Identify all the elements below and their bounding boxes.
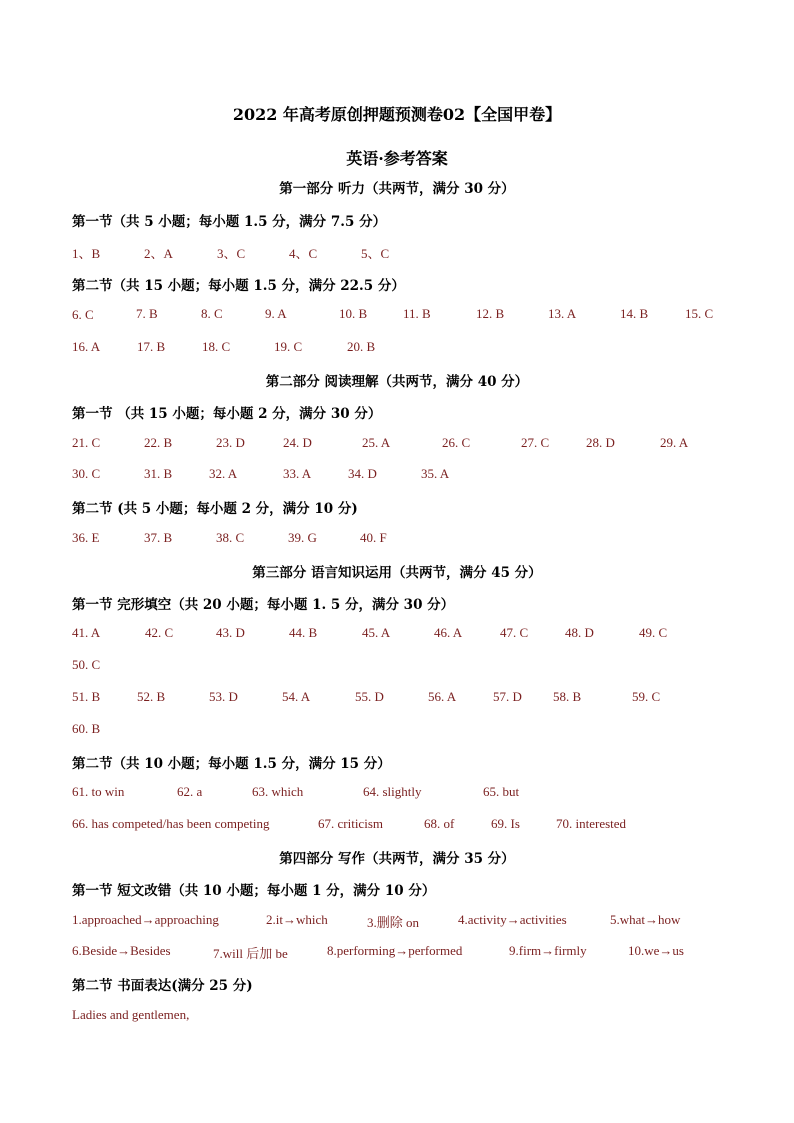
answer-item: 22. B (144, 435, 173, 450)
answer-item: 70. interested (556, 816, 627, 831)
answer-item: 7.will 后加 be (213, 946, 288, 961)
answer-item: 59. C (632, 689, 661, 704)
answer-item: 38. C (216, 530, 245, 545)
answer-item: 65. but (483, 784, 520, 799)
answer-item: 60. B (72, 721, 101, 736)
answer-item: 20. B (347, 339, 376, 354)
answer-item: 27. C (521, 435, 550, 450)
answer-item: 44. B (289, 625, 318, 640)
answer-item: 8.performing→performed (327, 943, 463, 958)
answer-item: 61. to win (72, 784, 125, 799)
part2-title: 第二部分 阅读理解（共两节，满分 40 分） (265, 374, 529, 390)
part4-sec2-heading: 第二节 书面表达(满分 25 分) (72, 978, 253, 994)
part1-sec2-heading: 第二节（共 15 小题；每小题 1.5 分，满分 22.5 分） (72, 278, 405, 294)
part1-title: 第一部分 听力（共两节，满分 30 分） (279, 181, 515, 197)
answer-item: 63. which (252, 784, 304, 799)
answer-item: 31. B (144, 466, 173, 481)
answer-item: 2、A (144, 246, 173, 261)
answer-item: 9.firm→firmly (509, 943, 587, 958)
answer-item: 2.it→which (266, 912, 328, 927)
answer-item: 49. C (639, 625, 668, 640)
answer-item: 53. D (209, 689, 238, 704)
answer-item: 7. B (136, 306, 158, 321)
answer-item: 28. D (586, 435, 615, 450)
answer-item: 4、C (289, 246, 318, 261)
answer-item: 45. A (362, 625, 391, 640)
answer-item: 13. A (548, 306, 577, 321)
answer-item: 19. C (274, 339, 303, 354)
answer-item: 46. A (434, 625, 463, 640)
part3-sec2-heading: 第二节（共 10 小题；每小题 1.5 分，满分 15 分） (72, 756, 391, 772)
answer-item: 34. D (348, 466, 377, 481)
answer-item: 42. C (145, 625, 174, 640)
part2-sec1-heading: 第一节 （共 15 小题；每小题 2 分，满分 30 分） (72, 406, 382, 422)
answer-item: 18. C (202, 339, 231, 354)
answer-item: 56. A (428, 689, 457, 704)
answer-item: 5.what→how (610, 912, 681, 927)
answer-item: 43. D (216, 625, 245, 640)
answer-item: 1.approached→approaching (72, 912, 219, 927)
answer-item: 6.Beside→Besides (72, 943, 171, 958)
answer-item: 58. B (553, 689, 582, 704)
answer-item: 64. slightly (363, 784, 422, 799)
answer-item: 21. C (72, 435, 101, 450)
answer-item: 4.activity→activities (458, 912, 567, 927)
answer-item: 6. C (72, 307, 94, 322)
answer-item: 68. of (424, 816, 455, 831)
part4-title: 第四部分 写作（共两节，满分 35 分） (279, 851, 515, 867)
answer-item: 54. A (282, 689, 311, 704)
answer-item: 50. C (72, 657, 101, 672)
answer-item: 47. C (500, 625, 529, 640)
answer-item: 25. A (362, 435, 391, 450)
answer-item: 24. D (283, 435, 312, 450)
answer-item: 32. A (209, 466, 238, 481)
answer-item: 41. A (72, 625, 101, 640)
answer-item: 39. G (288, 530, 317, 545)
answer-item: 9. A (265, 306, 287, 321)
part3-sec1-heading: 第一节 完形填空（共 20 小题；每小题 1. 5 分，满分 30 分） (72, 597, 455, 613)
answer-item: 12. B (476, 306, 505, 321)
essay-opening: Ladies and gentlemen, (72, 1007, 190, 1022)
answer-item: 52. B (137, 689, 166, 704)
part1-sec1-heading: 第一节（共 5 小题；每小题 1.5 分，满分 7.5 分） (72, 214, 387, 230)
answer-item: 69. Is (491, 816, 520, 831)
page-subtitle: 英语·参考答案 (346, 149, 448, 168)
answer-item: 67. criticism (318, 816, 383, 831)
answer-item: 55. D (355, 689, 384, 704)
answer-item: 37. B (144, 530, 173, 545)
answer-item: 62. a (177, 784, 203, 799)
answer-item: 15. C (685, 306, 714, 321)
answer-item: 8. C (201, 306, 223, 321)
part2-sec2-heading: 第二节 (共 5 小题；每小题 2 分，满分 10 分) (72, 501, 358, 517)
answer-item: 66. has competed/has been competing (72, 816, 270, 831)
answer-item: 33. A (283, 466, 312, 481)
answer-item: 17. B (137, 339, 166, 354)
answer-item: 23. D (216, 435, 245, 450)
answer-item: 11. B (403, 306, 431, 321)
answer-item: 1、B (72, 246, 101, 261)
answer-item: 16. A (72, 339, 101, 354)
answer-item: 30. C (72, 466, 101, 481)
part3-title: 第三部分 语言知识运用（共两节，满分 45 分） (252, 565, 542, 581)
answer-item: 26. C (442, 435, 471, 450)
answer-item: 10.we→us (628, 943, 684, 958)
answer-item: 3、C (217, 246, 246, 261)
answer-item: 48. D (565, 625, 594, 640)
answer-item: 10. B (339, 306, 368, 321)
page-title: 2022 年高考原创押题预测卷02【全国甲卷】 (232, 105, 562, 124)
answer-item: 36. E (72, 530, 100, 545)
answer-item: 57. D (493, 689, 522, 704)
answer-item: 29. A (660, 435, 689, 450)
answer-item: 35. A (421, 466, 450, 481)
answer-item: 40. F (360, 530, 387, 545)
answer-item: 14. B (620, 306, 649, 321)
answer-item: 3.删除 on (367, 915, 420, 930)
part4-sec1-heading: 第一节 短文改错（共 10 小题；每小题 1 分，满分 10 分） (72, 883, 436, 899)
answer-item: 51. B (72, 689, 101, 704)
answer-item: 5、C (361, 246, 390, 261)
